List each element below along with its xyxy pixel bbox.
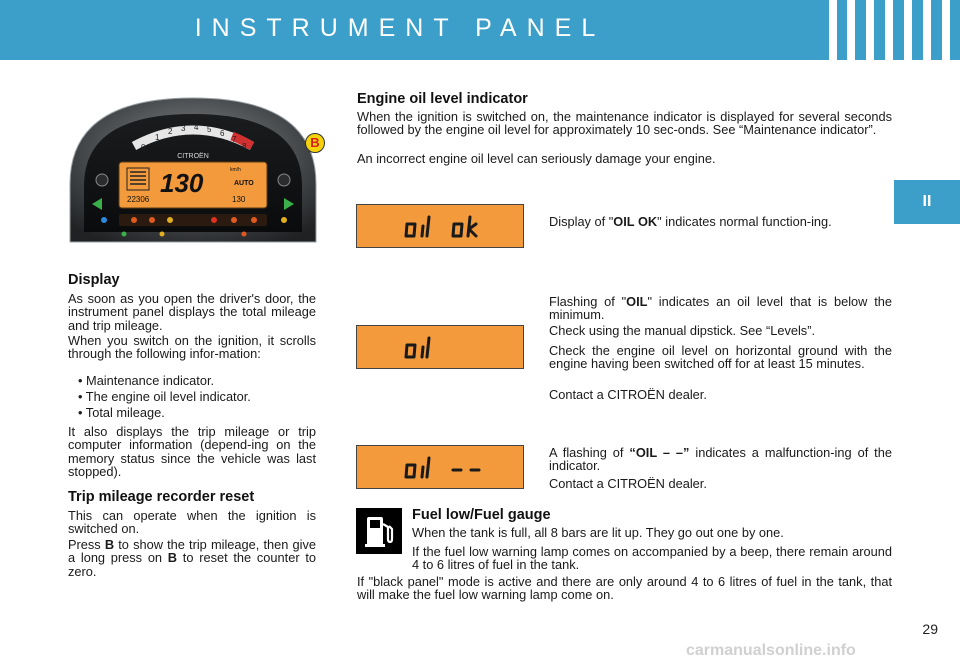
text-span: " indicates an oil level that is below the minimum.	[549, 294, 892, 323]
display-bullet: • The engine oil level indicator.	[78, 389, 251, 404]
cluster-speed: 130	[160, 168, 204, 198]
page-header	[0, 0, 960, 60]
trip-reset-para-1: This can operate when the ignition is switched on.	[68, 508, 316, 537]
text-span: Display of "	[549, 214, 614, 229]
text-span: to reset the counter to zero.	[68, 550, 317, 579]
oil-intro-2: An incorrect engine oil level can seriously damage your engine.	[357, 151, 716, 166]
tacho-mark: 4	[194, 123, 199, 132]
text-span: indicates a malfunction-ing of the indicator.	[549, 445, 892, 474]
text-span: Flashing of "	[549, 294, 627, 309]
tacho-mark: 7	[232, 135, 237, 144]
tacho-mark: 5	[207, 125, 212, 134]
display-para-2: When you switch on the ignition, it scrolls through the following infor-mation:	[68, 333, 316, 362]
fuel-para-2: If the fuel low warning lamp comes on accompanied by a beep, there remain around 4 to 6 litres of fuel in the tank.	[412, 544, 892, 573]
cluster-odometer: 22306	[127, 195, 150, 204]
fuel-pump-icon	[356, 508, 402, 554]
tacho-mark: 8	[242, 142, 247, 151]
text-span: to show the trip mileage, then give a long press on	[68, 537, 316, 566]
header-stripe	[904, 0, 912, 60]
oil-low-label: OIL	[626, 294, 648, 309]
display-bullet: • Maintenance indicator.	[78, 373, 215, 388]
display-bullet: • Total mileage.	[78, 405, 165, 420]
section-tab: II	[894, 180, 960, 224]
header-stripe	[923, 0, 931, 60]
lcd-oil-ok-glyphs	[357, 205, 525, 249]
instrument-cluster-image	[64, 92, 322, 250]
cluster-brand: CITROËN	[177, 153, 209, 160]
oil-low-text-4: Contact a CITROËN dealer.	[549, 387, 707, 402]
cluster-trip: 130	[232, 195, 246, 204]
tacho-mark: 1	[155, 133, 160, 142]
tacho-mark: 0	[141, 143, 146, 152]
fuel-warning-icon	[356, 508, 402, 554]
display-heading: Display	[68, 272, 120, 288]
text-span: A flashing of	[549, 445, 630, 460]
header-stripe	[866, 0, 874, 60]
header-stripe	[847, 0, 855, 60]
oil-low-text-3: Check the engine oil level on horizontal ground with the engine having been switched off for at least 15 minutes.	[549, 343, 892, 372]
oil-fault-text	[549, 446, 892, 473]
tacho-mark: 3	[181, 124, 186, 133]
oil-ok-label: OIL OK	[613, 214, 658, 229]
oil-intro-1: When the ignition is switched on, the maintenance indicator is displayed for several seconds followed by the engine oil level for approximately 10 sec-onds. See “Maintenance indicator”.	[357, 109, 892, 138]
header-stripe	[942, 0, 950, 60]
button-b-ref: B	[104, 537, 115, 552]
button-b-marker: B	[305, 133, 325, 153]
trip-reset-para-2	[68, 538, 316, 578]
fuel-heading: Fuel low/Fuel gauge	[412, 507, 551, 523]
oil-fault-label: “OIL – –”	[629, 445, 690, 460]
cluster-mode: AUTO	[234, 180, 254, 187]
oil-low-text	[549, 295, 892, 322]
oil-low-text-2: Check using the manual dipstick. See “Levels”.	[549, 323, 816, 338]
fuel-para-1: When the tank is full, all 8 bars are lit up. They go out one by one.	[412, 525, 784, 540]
oil-heading: Engine oil level indicator	[357, 91, 528, 107]
tacho-mark: 6	[220, 129, 225, 138]
fuel-para-3: If "black panel" mode is active and there are only around 4 to 6 litres of fuel in the tank, that will make the fuel low warning lamp come on.	[357, 574, 892, 603]
page-number: 29	[922, 621, 938, 637]
display-para-3: It also displays the trip mileage or trip computer information (depend-ing on the memory status since the vehicle was last stopped).	[68, 424, 316, 480]
header-stripe	[885, 0, 893, 60]
page-title: INSTRUMENT PANEL	[194, 14, 606, 42]
lcd-oil-dashes	[356, 445, 524, 489]
lcd-oil-ok	[356, 204, 524, 248]
lcd-oil-dashes-glyphs	[357, 446, 525, 490]
display-para-1: As soon as you open the driver's door, the instrument panel displays the total mileage and trip mileage.	[68, 291, 316, 333]
text-span: Press	[68, 537, 105, 552]
tacho-mark: 2	[168, 127, 173, 136]
text-span: " indicates normal function-ing.	[657, 214, 832, 229]
lcd-oil	[356, 325, 524, 369]
header-stripe	[829, 0, 837, 60]
watermark: carmanualsonline.info	[686, 642, 856, 659]
button-b-ref: B	[167, 550, 178, 566]
cluster-speed-unit: km/h	[230, 167, 241, 173]
lcd-oil-glyphs	[357, 326, 525, 370]
cluster-illustration	[64, 92, 322, 250]
trip-reset-heading: Trip mileage recorder reset	[68, 489, 255, 505]
oil-ok-text	[549, 215, 892, 228]
oil-fault-text-2: Contact a CITROËN dealer.	[549, 476, 707, 491]
